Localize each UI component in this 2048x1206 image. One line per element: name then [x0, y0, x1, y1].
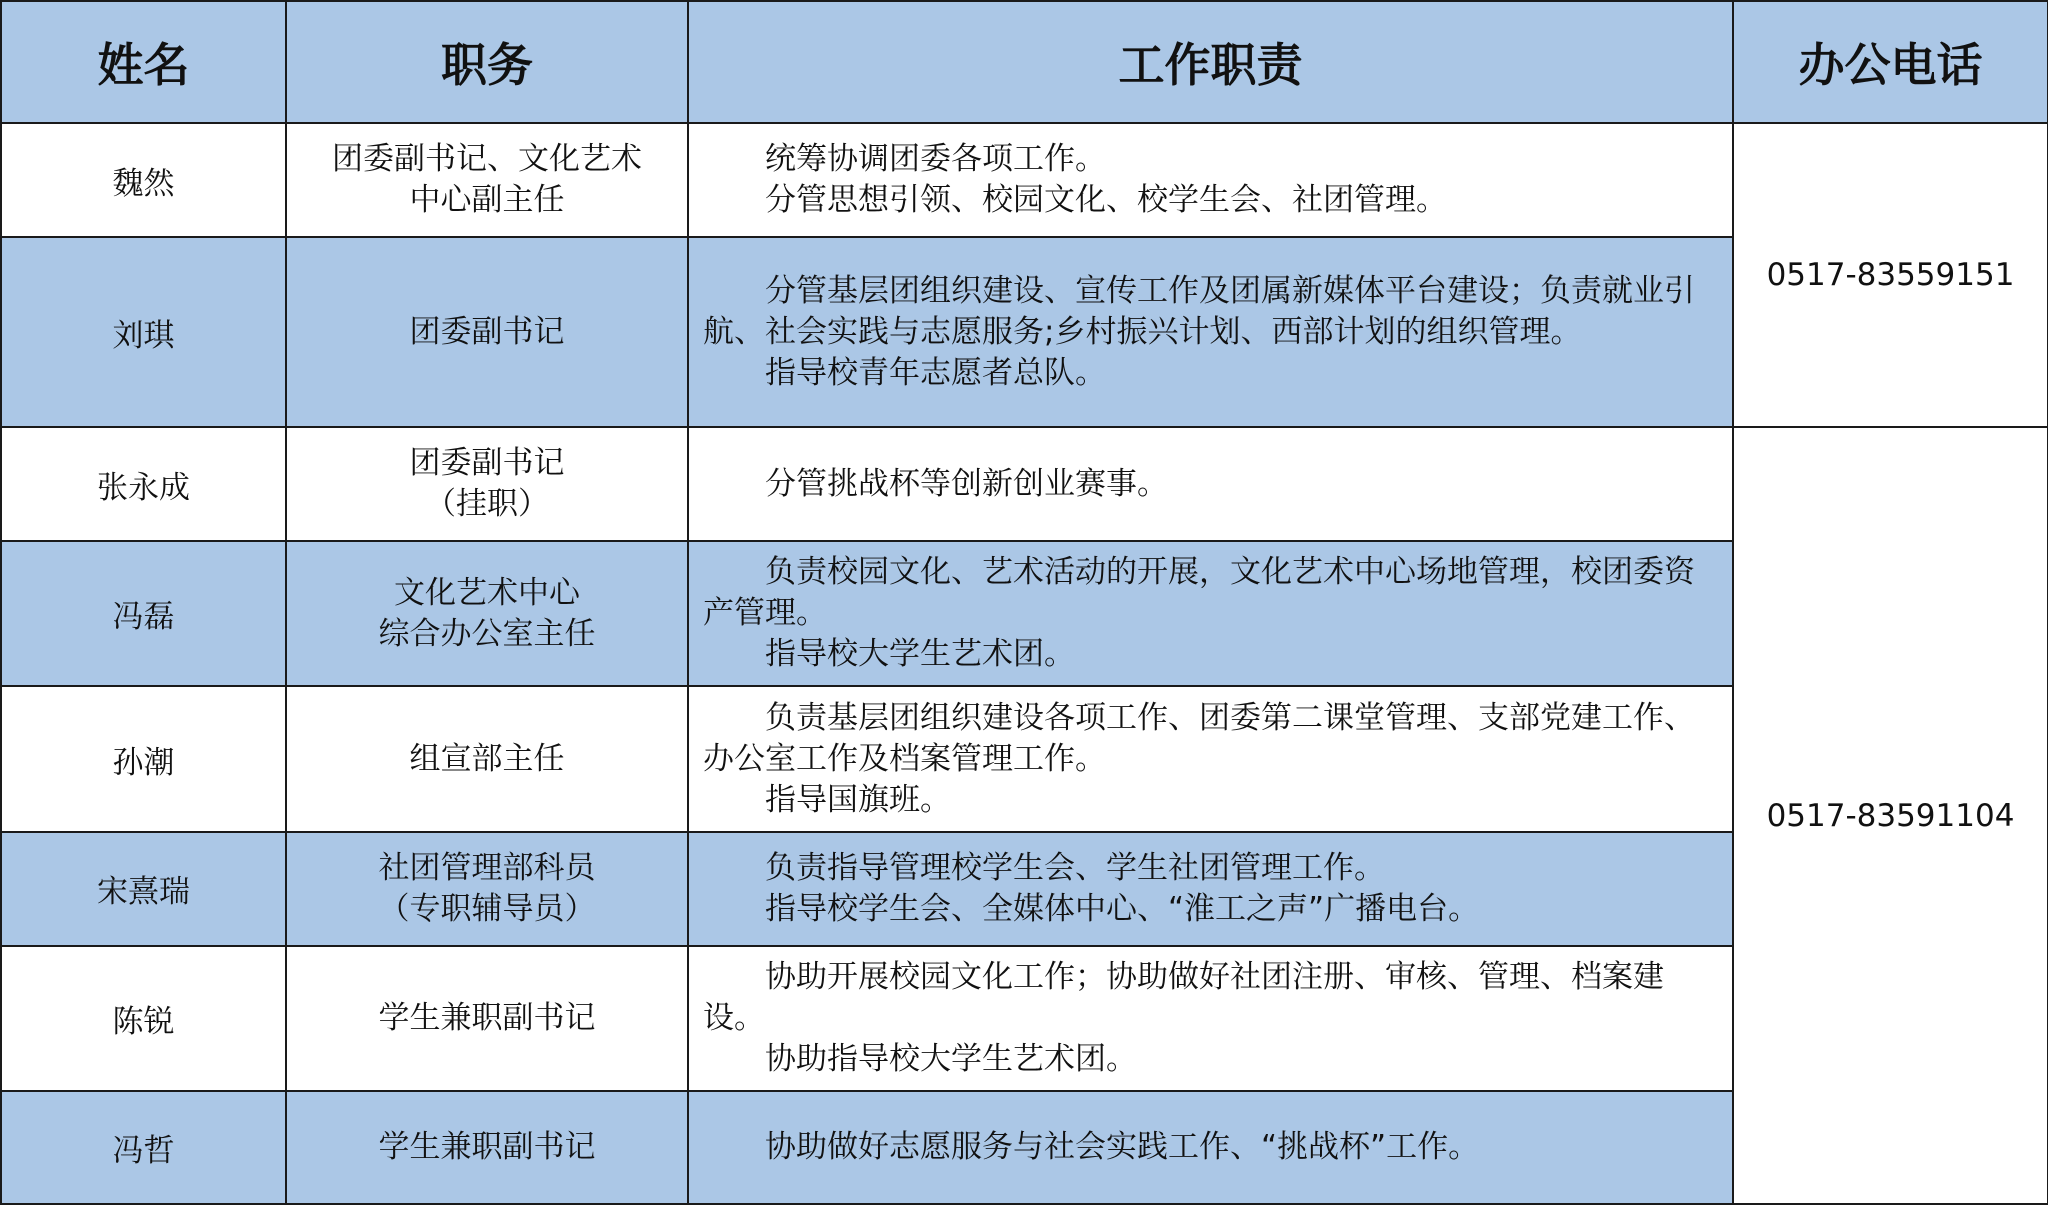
duty-line: 指导校青年志愿者总队。 [765, 354, 1106, 391]
staff-name: 陈锐 [1, 946, 286, 1091]
duty-line: 协助指导校大学生艺术团。 [765, 1040, 1137, 1077]
duty-line: 指导校学生会、全媒体中心、“淮工之声”广播电台。 [765, 890, 1480, 927]
title-line: 学生兼职副书记 [378, 1128, 596, 1165]
office-phone: 0517-83591104 [1733, 427, 2048, 1204]
title-line: 中心副主任 [409, 182, 565, 219]
office-phone: 0517-83559151 [1733, 123, 2048, 427]
staff-duties [688, 541, 1733, 686]
staff-name: 刘琪 [1, 237, 286, 427]
staff-duties [688, 946, 1733, 1091]
duty-line: 负责基层团组织建设各项工作、团委第二课堂管理、支部党建工作、办公室工作及档案管理工作。 [703, 699, 1695, 777]
staff-title [286, 237, 688, 427]
staff-name: 冯哲 [1, 1091, 286, 1204]
title-line: 团委副书记 [409, 445, 565, 482]
duty-line: 分管基层团组织建设、宣传工作及团属新媒体平台建设；负责就业引航、社会实践与志愿服务;乡村振兴计划、西部计划的组织管理。 [703, 272, 1695, 350]
staff-title [286, 686, 688, 831]
title-line: 文化艺术中心 [394, 574, 580, 611]
duty-line: 负责指导管理校学生会、学生社团管理工作。 [765, 849, 1385, 886]
header-title: 职务 [286, 1, 688, 123]
staff-name: 魏然 [1, 123, 286, 237]
duty-line: 指导国旗班。 [765, 781, 951, 818]
staff-title [286, 946, 688, 1091]
staff-duties [688, 237, 1733, 427]
staff-duties [688, 832, 1733, 946]
title-line: 团委副书记 [409, 313, 565, 350]
staff-title [286, 123, 688, 237]
title-line: （挂职） [425, 486, 549, 523]
staff-duties [688, 427, 1733, 541]
duty-line: 分管思想引领、校园文化、校学生会、社团管理。 [765, 182, 1447, 219]
staff-name: 宋熹瑞 [1, 832, 286, 946]
table-row [1, 123, 2048, 237]
staff-name: 孙潮 [1, 686, 286, 831]
header-phone: 办公电话 [1733, 1, 2048, 123]
title-line: 学生兼职副书记 [378, 999, 596, 1036]
duty-line: 协助做好志愿服务与社会实践工作、“挑战杯”工作。 [765, 1128, 1480, 1165]
duty-line: 统筹协调团委各项工作。 [765, 141, 1106, 178]
header-name: 姓名 [1, 1, 286, 123]
staff-duties [688, 686, 1733, 831]
staff-duties [688, 1091, 1733, 1204]
staff-title [286, 541, 688, 686]
duty-line: 协助开展校园文化工作；协助做好社团注册、审核、管理、档案建设。 [703, 958, 1664, 1036]
title-line: 团委副书记、文化艺术 [332, 141, 642, 178]
staff-title [286, 427, 688, 541]
title-line: （专职辅导员） [378, 890, 596, 927]
header-duties: 工作职责 [688, 1, 1733, 123]
staff-title [286, 832, 688, 946]
staff-duties [688, 123, 1733, 237]
title-line: 组宣部主任 [409, 740, 565, 777]
duty-line: 指导校大学生艺术团。 [765, 636, 1075, 673]
table-row [1, 427, 2048, 541]
header-row [1, 1, 2048, 123]
staff-name: 张永成 [1, 427, 286, 541]
title-line: 社团管理部科员 [378, 849, 596, 886]
duty-line: 负责校园文化、艺术活动的开展，文化艺术中心场地管理，校团委资产管理。 [703, 554, 1695, 632]
title-line: 综合办公室主任 [378, 615, 596, 652]
staff-title [286, 1091, 688, 1204]
staff-name: 冯磊 [1, 541, 286, 686]
duty-line: 分管挑战杯等创新创业赛事。 [765, 465, 1168, 502]
